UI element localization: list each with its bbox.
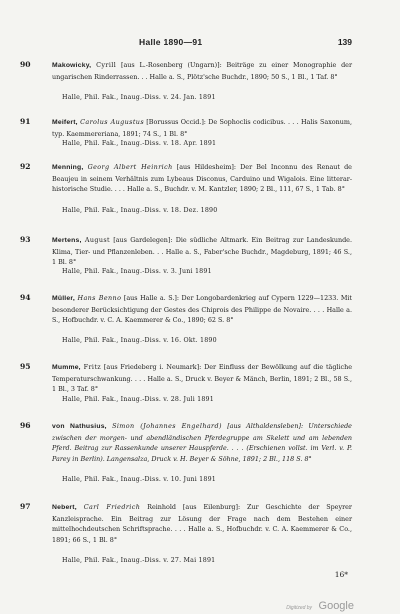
entry-number: 95 [20,362,31,371]
author-given-name: Simon (Johannes Engelhard) [112,422,222,430]
entry-body: [aus Althaldensleben]: Unterschiede zwischen der morgen- und abendländischen Pferdegruppe am Skelett und am lebenden Pferd. Beitrag zur Rassenkunde unserer Hauspferde. . . . (Erschienen vollst. im Verl. v. P. Parey in Berlin). Langensalza, Druck v. H. Beyer & Söhne, 1891; 2 Bl., 118 S. 8° [52,422,352,463]
entry-dissertation-line: Halle, Phil. Fak., Inaug.-Diss. v. 3. Juni 1891 [62,268,212,275]
author-surname: Mumme, [52,364,81,371]
entry-text [52,117,352,139]
entry-number: 97 [20,502,31,511]
entry-body: [aus Halle a. S.]: Der Longobardenkrieg auf Cypern 1229—1233. Mit besonderer Berücksichtigung der Gestes des Chiprois des Philippe de Novaire. . . . Halle a. S., Hofbuchdr. v. C. A. Kaemmerer & Co., 1890; 62 S. 8° [52,294,352,325]
entry-dissertation-line: Halle, Phil. Fak., Inaug.-Diss. v. 28. Juli 1891 [62,396,214,403]
entry-number: 93 [20,235,31,244]
entry-text [52,502,352,545]
signature-mark: 16* [334,570,348,579]
author-surname: Mertens, [52,237,82,244]
entry-dissertation-line: Halle, Phil. Fak., Inaug.-Diss. v. 18. Dez. 1890 [62,207,218,214]
author-surname: Müller, [52,295,75,302]
author-given-name: August [84,236,110,244]
google-logo: Google [318,600,354,612]
author-given-name: Carolus Augustus [80,118,144,126]
entry-text [52,362,352,395]
entry-body: [Borussus Occid.]: De Sophoclis codicibus. . . . Halis Saxonum, typ. Kaemmereriana, 1891; 74 S., 1 Bl. 8° [52,118,352,138]
entry-text [52,293,352,326]
entry-dissertation-line: Halle, Phil. Fak., Inaug.-Diss. v. 27. Mai 1891 [62,557,216,564]
entry-number: 92 [20,162,31,171]
author-given-name: Georg Albert Heinrich [87,163,173,171]
author-surname: von Nathusius, [52,423,107,430]
entry-dissertation-line: Halle, Phil. Fak., Inaug.-Diss. v. 24. Jan. 1891 [62,94,216,101]
watermark-prefix: Digitized by [286,605,313,611]
entry-dissertation-line: Halle, Phil. Fak., Inaug.-Diss. v. 10. Juni 1891 [62,476,216,483]
author-given-name: Carl Friedrich [83,503,141,511]
page-number: 139 [337,37,352,47]
entry-number: 90 [20,60,31,69]
entry-body: [aus Hildesheim]: Der Bel Inconnu des Renaut de Beaujeu in seinem Verhältnis zum Lybeaus Disconus, Carduino und Wigalois. Eine litterar-historische Studie. . . . Halle a. S., Buchdr. v. M. Kantzler, 1890; 2 Bl., 111, 67 S., 1 Tab. 8° [52,163,352,194]
entry-body: Reinhold [aus Eilenburg]: Zur Geschichte der Speyrer Kanzleisprache. Ein Beitrag zur Lösung der Frage nach dem Bestehen einer mittelhochdeutschen Schriftsprache. . . . Halle a. S., Hofbuchdr. v. C. A. Kaemmerer & Co., 1891; 66 S., 1 Bl. 8° [52,503,352,544]
entry-number: 94 [20,293,31,302]
entry-number: 96 [20,421,31,430]
author-surname: Nebert, [52,504,77,511]
entry-text [52,60,352,82]
entry-body: [aus L.-Rosenberg (Ungarn)]: Beiträge zu einer Monographie der ungarischen Rinderrassen. . . Halle a. S., Plötz'sche Buchdr., 1890; 50 S., 1 Bl., 1 Taf. 8° [52,61,352,81]
entry-text [52,162,352,195]
author-surname: Meifert, [52,119,78,126]
entry-body: [aus Friedeberg i. Neumark]: Der Einfluss der Bewölkung auf die tägliche Temperaturschwankung. . . . Halle a. S., Druck v. Beyer & Mänch, Berlin, 1891; 2 Bl., 58 S., 1 Bl., 3 Taf. 8° [52,363,352,394]
entry-body: [aus Gardelegen]: Die südliche Altmark. Ein Beitrag zur Landeskunde. Klima, Tier- und Pflanzenleben. . . Halle a. S., Faber'sche Buchdr., Magdeburg, 1891; 46 S., 1 Bl. 8° [52,236,352,267]
digitized-watermark [286,596,354,614]
page-header [0,37,400,51]
entry-number: 91 [20,117,31,126]
author-given-name: Fritz [83,363,102,371]
running-head: Halle 1890—91 [139,37,203,47]
author-given-name: Hans Benno [77,294,122,302]
author-surname: Makowicky, [52,62,92,69]
entry-text [52,235,352,268]
author-surname: Menning, [52,164,84,171]
author-given-name: Cyrill [96,61,117,69]
entry-dissertation-line: Halle, Phil. Fak., Inaug.-Diss. v. 18. Apr. 1891 [62,140,217,147]
entry-dissertation-line: Halle, Phil. Fak., Inaug.-Diss. v. 16. Okt. 1890 [62,337,217,344]
entry-text [52,421,352,464]
